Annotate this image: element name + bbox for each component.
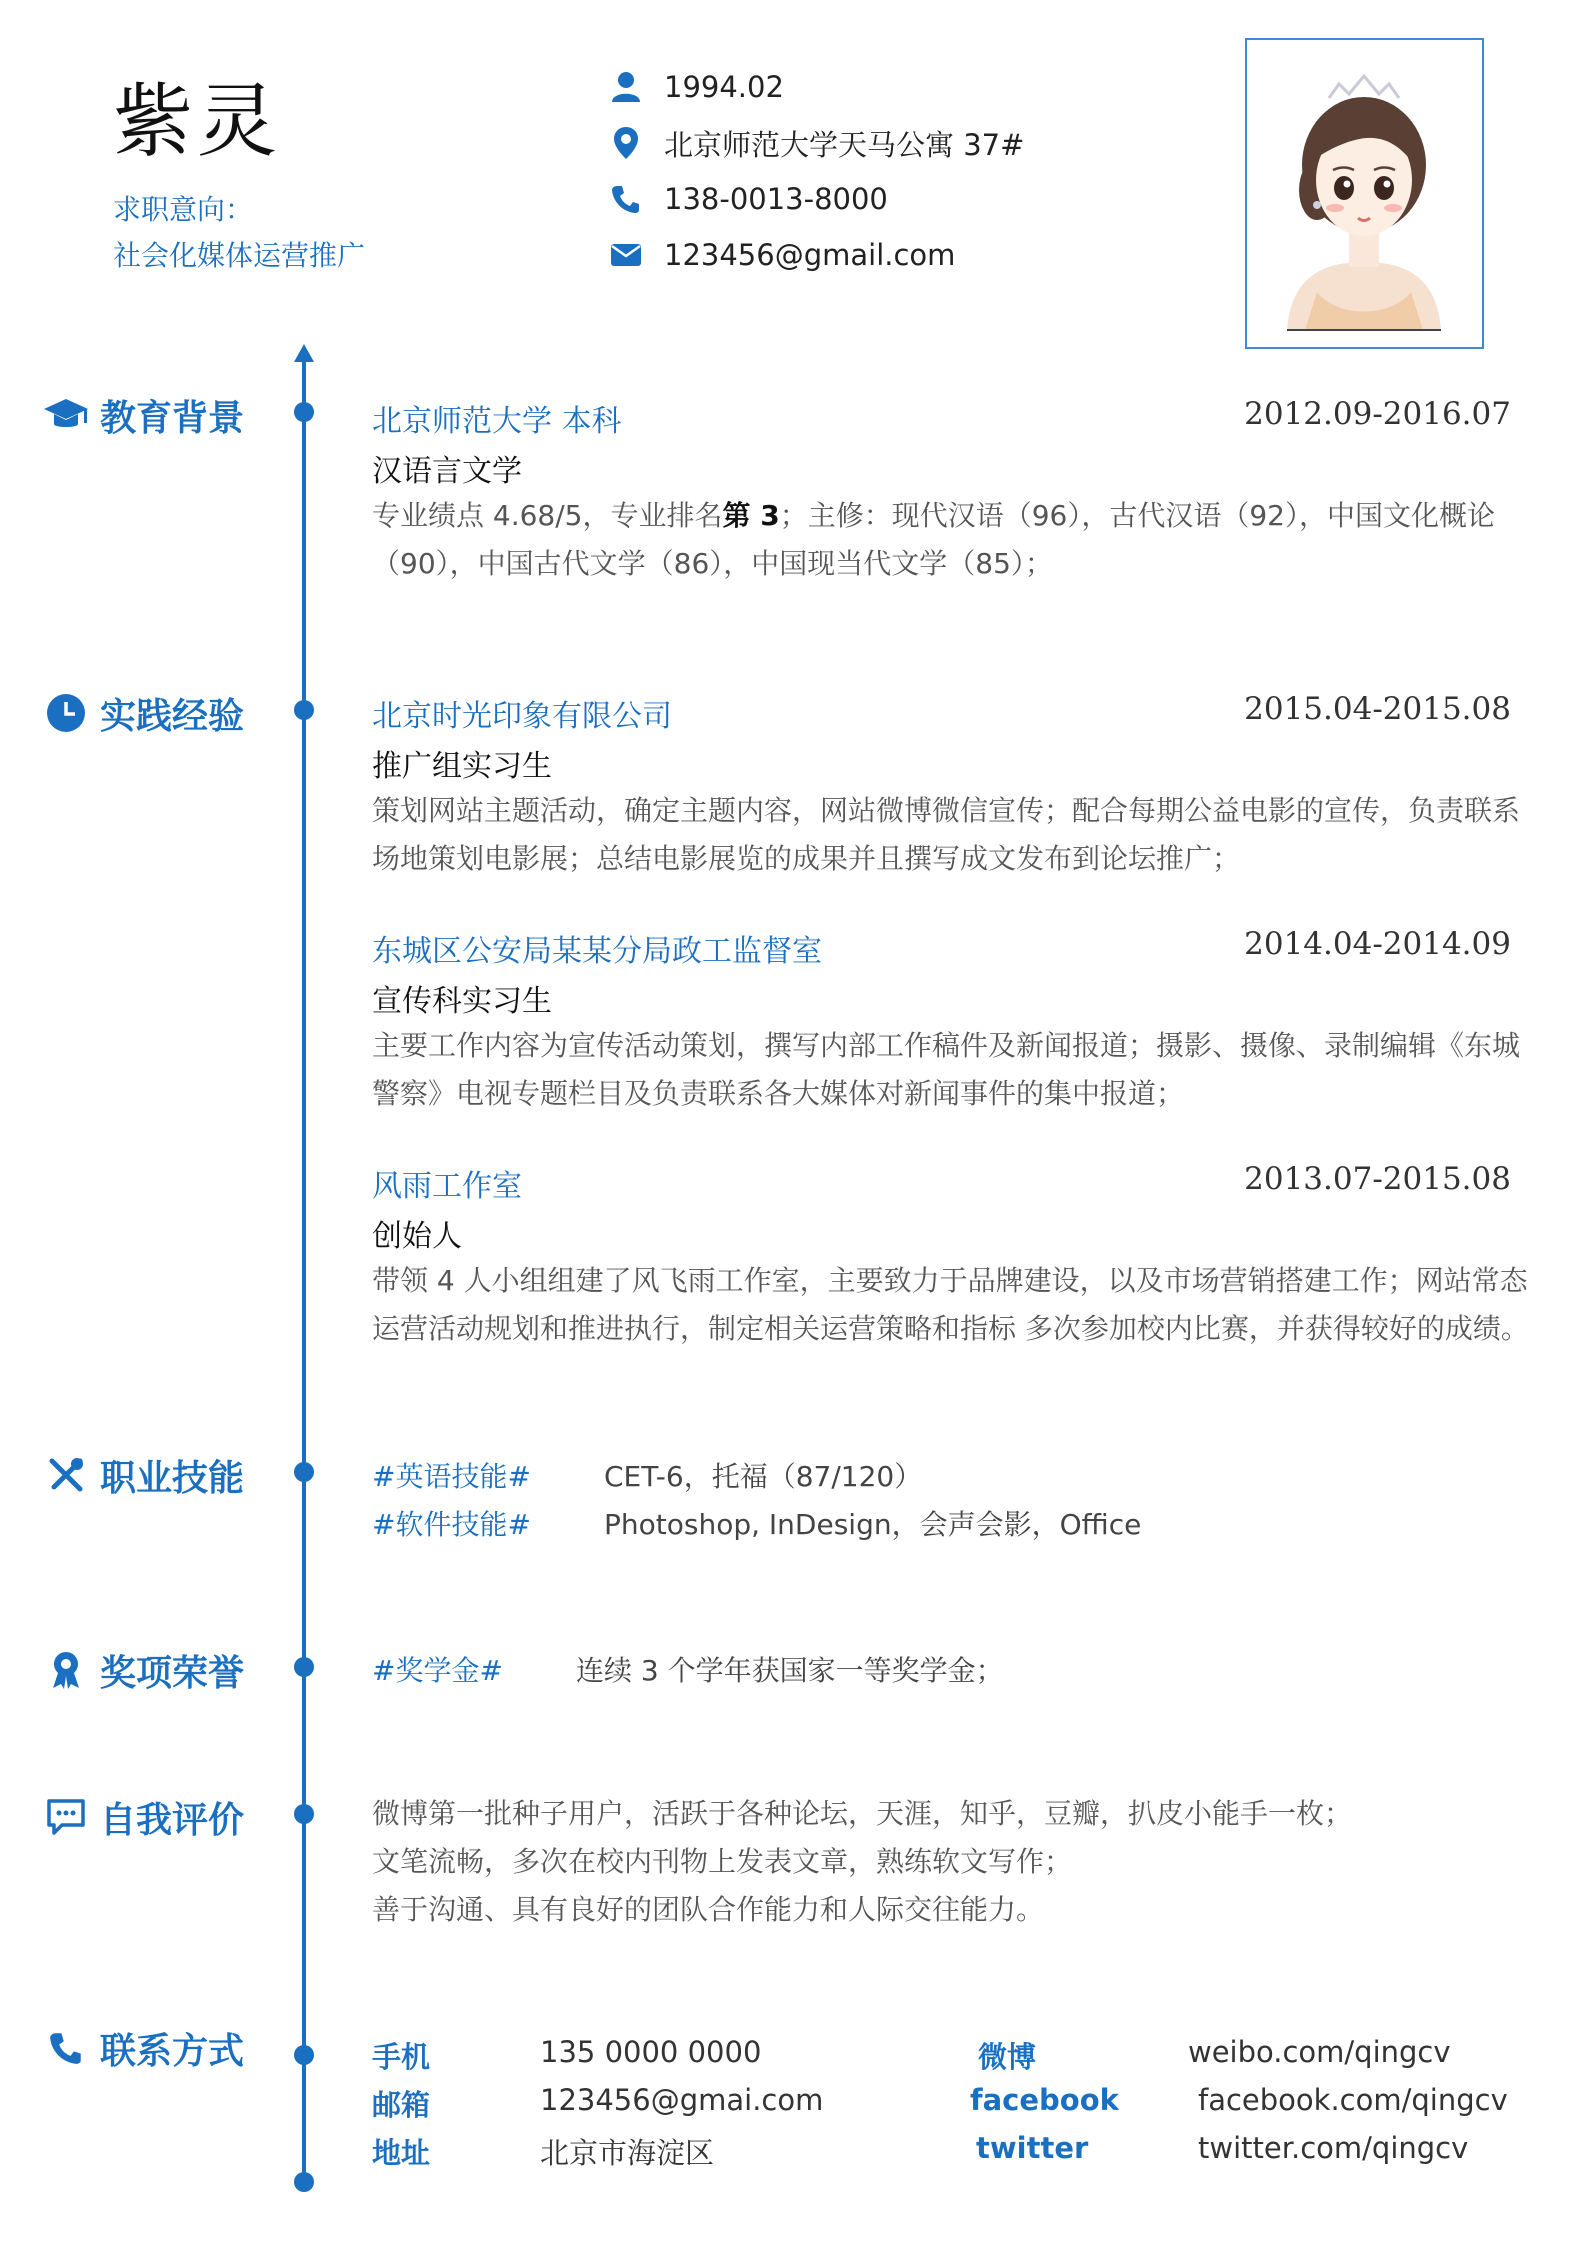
major: 汉语言文学 (372, 454, 522, 489)
timeline-dot (294, 402, 314, 422)
skill-tag: #英语技能# (372, 1460, 531, 1493)
section-title-self-eval (42, 1792, 244, 1842)
contact-weibo-value: weibo.com/qingcv (1188, 2035, 1451, 2069)
experience-description: 带领 4 人小组组建了风飞雨工作室，主要致力于品牌建设，以及市场营销搭建工作；网站常态运营活动规划和推进执行，制定相关运营策略和指标 多次参加校内比赛，并获得较好的成绩。 (372, 1264, 1529, 1345)
self-eval-line: 微博第一批种子用户，活跃于各种论坛，天涯，知乎，豆瓣，扒皮小能手一枚； (372, 1797, 1353, 1830)
section-title-experience (42, 688, 244, 738)
section-title-awards (42, 1645, 244, 1695)
contact-label-mobile: 手机 (372, 2040, 431, 2074)
contact-label-facebook: facebook (970, 2083, 1119, 2117)
skill-value: CET-6，托福（87/120） (604, 1460, 923, 1493)
timeline-dot (294, 700, 314, 720)
job-intent-value: 社会化媒体运营推广 (113, 239, 366, 272)
section-title-text: 实践经验 (100, 695, 245, 737)
timeline-dot (294, 1657, 314, 1677)
mail-icon (608, 237, 644, 273)
address-row (608, 123, 1024, 163)
section-title-contact (42, 2023, 244, 2073)
timeline-arrow-icon (294, 344, 314, 362)
phone-icon (42, 2024, 90, 2072)
section-title-education (42, 390, 244, 440)
job-intent-label: 求职意向： (113, 193, 254, 226)
timeline-line (302, 360, 306, 2180)
candidate-name: 紫灵 (113, 75, 281, 168)
education-description (372, 492, 1532, 588)
contact-facebook-value: facebook.com/qingcv (1198, 2083, 1508, 2117)
self-eval-line: 善于沟通、具有良好的团队合作能力和人际交往能力。 (372, 1893, 1045, 1926)
phone-text: 138-0013-8000 (664, 182, 888, 216)
experience-date: 2013.07-2015.08 (1244, 1161, 1511, 1197)
ranking-highlight: 第 3 (722, 499, 780, 532)
contact-twitter-value: twitter.com/qingcv (1198, 2131, 1469, 2165)
education-desc-text: 专业绩点 4.68/5，专业排名 (372, 499, 723, 532)
section-title-text: 自我评价 (100, 1799, 245, 1841)
contact-label-email: 邮箱 (372, 2088, 431, 2122)
chat-icon (42, 1793, 90, 1841)
experience-date: 2014.04-2014.09 (1244, 926, 1511, 962)
company-name: 北京时光印象有限公司 (372, 699, 672, 734)
experience-description: 策划网站主题活动，确定主题内容，网站微博微信宣传；配合每期公益电影的宣传，负责联系场地策划电影展；总结电影展览的成果并且撰写成文发布到论坛推广； (372, 794, 1521, 875)
award-tag: #奖学金# (372, 1654, 503, 1687)
contact-mobile-value: 135 0000 0000 (540, 2035, 762, 2069)
skill-value: Photoshop, InDesign，会声会影，Office (604, 1508, 1142, 1541)
clock-icon (42, 689, 90, 737)
contact-label-address: 地址 (372, 2136, 431, 2170)
section-title-skills (42, 1450, 244, 1500)
phone-row (608, 179, 888, 219)
timeline-dot (294, 2172, 314, 2192)
school-name: 北京师范大学 本科 (372, 404, 622, 439)
profile-photo (1245, 38, 1484, 349)
timeline-dot (294, 1804, 314, 1824)
birthdate-text: 1994.02 (664, 70, 784, 104)
job-role: 宣传科实习生 (372, 984, 552, 1019)
experience-date: 2015.04-2015.08 (1244, 691, 1511, 727)
location-icon (608, 125, 644, 161)
person-icon (608, 69, 644, 105)
skill-tag: #软件技能# (372, 1508, 531, 1541)
award-value: 连续 3 个学年获国家一等奖学金； (576, 1654, 1004, 1687)
job-role: 推广组实习生 (372, 749, 552, 784)
section-title-text: 奖项荣誉 (100, 1652, 245, 1694)
timeline-dot (294, 2045, 314, 2065)
timeline-dot (294, 1462, 314, 1482)
email-row (608, 235, 955, 275)
company-name: 东城区公安局某某分局政工监督室 (372, 934, 822, 969)
contact-email-value: 123456@gmai.com (540, 2083, 824, 2117)
section-title-text: 联系方式 (100, 2030, 245, 2072)
section-title-text: 教育背景 (100, 397, 245, 439)
experience-description: 主要工作内容为宣传活动策划，撰写内部工作稿件及新闻报道；摄影、摄像、录制编辑《东城警察》电视专题栏目及负责联系各大媒体对新闻事件的集中报道； (372, 1029, 1521, 1110)
education-date: 2012.09-2016.07 (1244, 396, 1511, 432)
self-eval-line: 文笔流畅，多次在校内刊物上发表文章，熟练软文写作； (372, 1845, 1073, 1878)
phone-icon (608, 181, 644, 217)
company-name: 风雨工作室 (372, 1169, 522, 1204)
tools-icon (42, 1451, 90, 1499)
award-icon (42, 1646, 90, 1694)
email-text: 123456@gmail.com (664, 238, 956, 272)
birthdate-row (608, 67, 784, 107)
address-text: 北京师范大学天马公寓 37# (664, 127, 1025, 162)
contact-label-weibo: 微博 (978, 2040, 1037, 2074)
graduation-cap-icon (42, 391, 90, 439)
contact-label-twitter: twitter (976, 2131, 1089, 2165)
job-role: 创始人 (372, 1219, 462, 1254)
contact-address-value: 北京市海淀区 (540, 2136, 715, 2170)
education-desc-text: ；主修：现代汉语（96），古代汉语（92），中国文化概论（90），中国古代文学（86），中国现当代文学（85）； (372, 499, 1495, 580)
section-title-text: 职业技能 (100, 1457, 245, 1499)
